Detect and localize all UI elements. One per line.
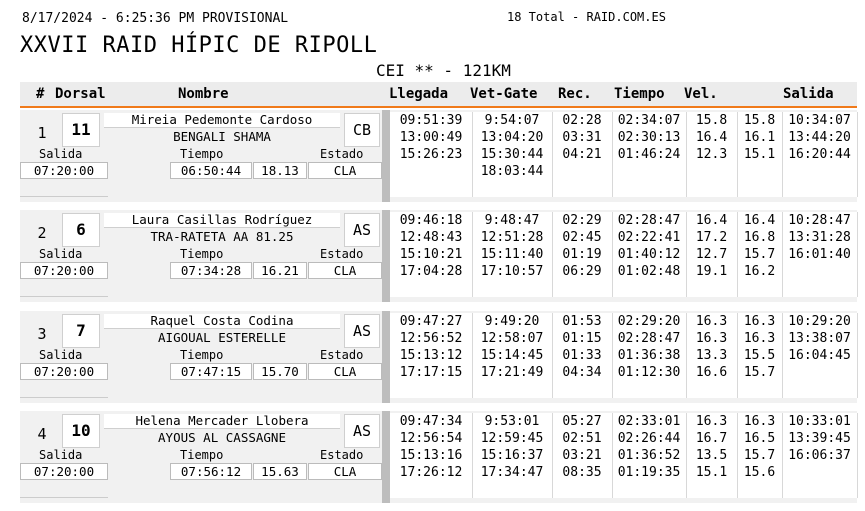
lap-cell: 13:31:28 (782, 229, 858, 246)
lap-cell: 16.3 (737, 413, 783, 430)
salida-label: Salida (39, 147, 83, 161)
lap-cell: 01:40:12 (612, 246, 687, 263)
lap-row (390, 280, 857, 297)
lap-cell: 02:45 (552, 229, 613, 246)
rider-summary (20, 110, 382, 206)
rank: 1 (37, 124, 47, 142)
category-badge: AS (344, 314, 380, 348)
lap-row (390, 330, 857, 347)
horse-name: AIGOUAL ESTERELLE (158, 330, 286, 345)
lap-cell: 02:28:47 (612, 330, 687, 347)
lap-cell (472, 280, 553, 297)
total-time: 07:34:28 (170, 262, 252, 279)
total-count-line: 18 Total - RAID.COM.ES (507, 10, 666, 24)
lap-cell: 04:21 (552, 146, 613, 163)
lap-row (390, 212, 857, 229)
lap-cell: 12.3 (686, 146, 738, 163)
lap-cell (552, 481, 613, 498)
estado-label: Estado (320, 448, 364, 462)
lap-cell: 16.3 (737, 330, 783, 347)
lap-cell (782, 381, 858, 398)
column-separator (382, 110, 390, 206)
lap-cell: 15.1 (686, 464, 738, 481)
column-header-bar (20, 82, 857, 108)
horse-name: AYOUS AL CASSAGNE (158, 430, 286, 445)
lap-cell: 12.7 (686, 246, 738, 263)
lap-cell: 15.5 (737, 347, 783, 364)
tiempo-label: Tiempo (180, 448, 224, 462)
start-time: 07:20:00 (20, 262, 108, 279)
lap-cell (390, 163, 473, 180)
lap-cell: 16.6 (686, 364, 738, 381)
lap-row (390, 229, 857, 246)
rank: 3 (37, 325, 47, 343)
lap-cell: 16.3 (737, 313, 783, 330)
rider-block (20, 311, 857, 407)
lap-cell: 03:31 (552, 129, 613, 146)
lap-cell: 17:34:47 (472, 464, 553, 481)
rider-summary (20, 210, 382, 306)
lap-cell: 02:26:44 (612, 430, 687, 447)
total-time: 07:47:15 (170, 363, 252, 380)
lap-cell: 10:28:47 (782, 212, 858, 229)
estado-label: Estado (320, 147, 364, 161)
lap-cell: 02:22:41 (612, 229, 687, 246)
lap-cell: 02:29:20 (612, 313, 687, 330)
column-separator (382, 210, 390, 306)
lap-cell (390, 481, 473, 498)
lap-cell: 04:34 (552, 364, 613, 381)
lap-cell: 15.7 (737, 447, 783, 464)
rank: 2 (37, 224, 47, 242)
lap-cell (612, 280, 687, 297)
lap-cell: 12:48:43 (390, 229, 473, 246)
lap-cell: 01:15 (552, 330, 613, 347)
lap-cell: 15:13:12 (390, 347, 473, 364)
lap-cell: 16.3 (686, 313, 738, 330)
lap-cell: 10:34:07 (782, 112, 858, 129)
lap-cell: 15:14:45 (472, 347, 553, 364)
tiempo-label: Tiempo (180, 147, 224, 161)
rider-summary (20, 311, 382, 407)
lap-cell: 13:00:49 (390, 129, 473, 146)
col-dorsal: Dorsal (55, 86, 106, 102)
lap-cell: 02:29 (552, 212, 613, 229)
salida-label: Salida (39, 448, 83, 462)
col-vel: Vel. (684, 86, 718, 102)
col-rank: # (36, 86, 45, 102)
lap-cell: 16.4 (737, 212, 783, 229)
lap-cell: 12:56:54 (390, 430, 473, 447)
lap-cell: 16.4 (686, 129, 738, 146)
lap-cell: 18:03:44 (472, 163, 553, 180)
rider-name: Helena Mercader Llobera (104, 414, 340, 429)
lap-cell: 16.2 (737, 263, 783, 280)
salida-label: Salida (39, 247, 83, 261)
lap-cell: 13:04:20 (472, 129, 553, 146)
rider-name: Mireia Pedemonte Cardoso (104, 113, 340, 128)
lap-cell: 02:51 (552, 430, 613, 447)
total-time: 07:56:12 (170, 463, 252, 480)
rider-block (20, 411, 857, 507)
lap-cell: 09:47:27 (390, 313, 473, 330)
lap-cell: 15.1 (737, 146, 783, 163)
rider-summary (20, 411, 382, 507)
lap-cell (686, 481, 738, 498)
col-rec: Rec. (558, 86, 592, 102)
lap-cell (612, 381, 687, 398)
lap-table (390, 411, 857, 507)
lap-cell: 17:04:28 (390, 263, 473, 280)
lap-cell: 01:46:24 (612, 146, 687, 163)
lap-cell: 16:04:45 (782, 347, 858, 364)
lap-row (390, 447, 857, 464)
lap-cell (390, 381, 473, 398)
lap-row (390, 413, 857, 430)
lap-cell: 15.8 (686, 112, 738, 129)
start-time: 07:20:00 (20, 463, 108, 480)
lap-row (390, 481, 857, 498)
lap-cell (472, 381, 553, 398)
lap-cell: 01:36:38 (612, 347, 687, 364)
block-spacer (20, 302, 857, 306)
lap-cell: 15.7 (737, 364, 783, 381)
lap-row (390, 381, 857, 398)
estado-label: Estado (320, 247, 364, 261)
lap-cell (782, 364, 858, 381)
lap-cell: 15:16:37 (472, 447, 553, 464)
rider-block (20, 210, 857, 306)
lap-cell: 12:51:28 (472, 229, 553, 246)
horse-name: BENGALI SHAMA (173, 129, 271, 144)
lap-row (390, 129, 857, 146)
lap-cell (472, 481, 553, 498)
lap-cell: 16.5 (737, 430, 783, 447)
lap-cell: 16:01:40 (782, 246, 858, 263)
start-time: 07:20:00 (20, 162, 108, 179)
lap-cell (737, 180, 783, 197)
lap-cell: 16.8 (737, 229, 783, 246)
divider (20, 180, 108, 197)
lap-cell: 02:28:47 (612, 212, 687, 229)
lap-row (390, 112, 857, 129)
lap-cell: 15:26:23 (390, 146, 473, 163)
lap-cell: 17:17:15 (390, 364, 473, 381)
lap-cell: 16.3 (686, 330, 738, 347)
lap-cell: 12:58:07 (472, 330, 553, 347)
dorsal-number: 6 (62, 213, 100, 247)
lap-cell: 19.1 (686, 263, 738, 280)
lap-cell: 12:59:45 (472, 430, 553, 447)
lap-row (390, 146, 857, 163)
lap-row (390, 163, 857, 180)
col-name: Nombre (178, 86, 229, 102)
lap-cell: 01:02:48 (612, 263, 687, 280)
report-timestamp: 8/17/2024 - 6:25:36 PM PROVISIONAL (22, 11, 289, 26)
lap-cell: 9:48:47 (472, 212, 553, 229)
lap-table (390, 110, 857, 206)
lap-cell: 09:46:18 (390, 212, 473, 229)
estado-label: Estado (320, 348, 364, 362)
divider (20, 280, 108, 297)
lap-cell (782, 481, 858, 498)
event-category: CEI ** - 121KM (376, 61, 511, 80)
lap-cell: 10:33:01 (782, 413, 858, 430)
lap-cell: 17:10:57 (472, 263, 553, 280)
lap-cell: 15:10:21 (390, 246, 473, 263)
lap-cell: 13:38:07 (782, 330, 858, 347)
col-tiempo: Tiempo (614, 86, 665, 102)
lap-cell (390, 280, 473, 297)
rider-name: Raquel Costa Codina (104, 314, 340, 329)
lap-cell: 09:51:39 (390, 112, 473, 129)
lap-cell: 15:13:16 (390, 447, 473, 464)
lap-cell (612, 481, 687, 498)
col-salida: Salida (783, 86, 834, 102)
category-badge: CB (344, 113, 380, 147)
rider-block (20, 110, 857, 206)
lap-cell: 13.3 (686, 347, 738, 364)
lap-cell (686, 381, 738, 398)
lap-cell: 17:21:49 (472, 364, 553, 381)
lap-cell (552, 280, 613, 297)
lap-cell: 01:53 (552, 313, 613, 330)
rider-name: Laura Casillas Rodríguez (104, 213, 340, 228)
lap-row (390, 464, 857, 481)
lap-cell (686, 163, 738, 180)
avg-speed: 16.21 (253, 262, 307, 279)
lap-cell: 01:33 (552, 347, 613, 364)
lap-cell: 12:56:52 (390, 330, 473, 347)
lap-cell: 08:35 (552, 464, 613, 481)
lap-cell (737, 280, 783, 297)
lap-cell: 02:33:01 (612, 413, 687, 430)
lap-cell: 16:20:44 (782, 146, 858, 163)
lap-cell: 02:30:13 (612, 129, 687, 146)
block-spacer (20, 202, 857, 206)
lap-cell (782, 163, 858, 180)
total-time: 06:50:44 (170, 162, 252, 179)
lap-row (390, 180, 857, 197)
tiempo-label: Tiempo (180, 247, 224, 261)
lap-cell: 17:26:12 (390, 464, 473, 481)
lap-cell (782, 180, 858, 197)
lap-cell: 02:34:07 (612, 112, 687, 129)
lap-cell: 15.6 (737, 464, 783, 481)
lap-cell: 06:29 (552, 263, 613, 280)
lap-cell: 16.7 (686, 430, 738, 447)
lap-cell: 15:11:40 (472, 246, 553, 263)
rank: 4 (37, 425, 47, 443)
lap-cell (390, 180, 473, 197)
column-separator (382, 311, 390, 407)
lap-row (390, 263, 857, 280)
lap-cell: 9:54:07 (472, 112, 553, 129)
lap-cell (552, 163, 613, 180)
status: CLA (308, 463, 382, 480)
lap-row (390, 313, 857, 330)
lap-cell: 05:27 (552, 413, 613, 430)
lap-cell: 01:19:35 (612, 464, 687, 481)
avg-speed: 18.13 (253, 162, 307, 179)
col-vetgate: Vet-Gate (470, 86, 538, 102)
column-separator (382, 411, 390, 507)
col-llegada: Llegada (389, 86, 449, 102)
lap-cell: 16.1 (737, 129, 783, 146)
lap-table (390, 210, 857, 306)
category-badge: AS (344, 213, 380, 247)
lap-cell (472, 180, 553, 197)
status: CLA (308, 262, 382, 279)
lap-cell: 15:30:44 (472, 146, 553, 163)
lap-cell: 16.3 (686, 413, 738, 430)
lap-cell: 15.8 (737, 112, 783, 129)
lap-cell (612, 163, 687, 180)
lap-cell: 13:44:20 (782, 129, 858, 146)
lap-cell (612, 180, 687, 197)
lap-cell (782, 280, 858, 297)
lap-cell: 03:21 (552, 447, 613, 464)
lap-cell: 9:49:20 (472, 313, 553, 330)
lap-cell: 17.2 (686, 229, 738, 246)
lap-cell (737, 381, 783, 398)
lap-cell: 13.5 (686, 447, 738, 464)
block-spacer (20, 403, 857, 407)
lap-cell (737, 163, 783, 180)
lap-row (390, 246, 857, 263)
divider (20, 481, 108, 498)
lap-cell (686, 280, 738, 297)
lap-cell: 16:06:37 (782, 447, 858, 464)
block-spacer (20, 503, 857, 507)
lap-cell: 01:12:30 (612, 364, 687, 381)
lap-cell: 13:39:45 (782, 430, 858, 447)
salida-label: Salida (39, 348, 83, 362)
start-time: 07:20:00 (20, 363, 108, 380)
lap-cell (782, 464, 858, 481)
lap-row (390, 430, 857, 447)
status: CLA (308, 162, 382, 179)
lap-cell: 10:29:20 (782, 313, 858, 330)
lap-row (390, 364, 857, 381)
horse-name: TRA-RATETA AA 81.25 (150, 229, 294, 244)
dorsal-number: 10 (62, 414, 100, 448)
lap-cell: 01:19 (552, 246, 613, 263)
avg-speed: 15.63 (253, 463, 307, 480)
lap-cell: 16.4 (686, 212, 738, 229)
lap-cell: 09:47:34 (390, 413, 473, 430)
divider (20, 381, 108, 398)
lap-cell: 01:36:52 (612, 447, 687, 464)
dorsal-number: 7 (62, 314, 100, 348)
lap-cell (782, 263, 858, 280)
lap-cell: 15.7 (737, 246, 783, 263)
lap-cell (552, 381, 613, 398)
lap-cell: 9:53:01 (472, 413, 553, 430)
category-badge: AS (344, 414, 380, 448)
avg-speed: 15.70 (253, 363, 307, 380)
event-title: XXVII RAID HÍPIC DE RIPOLL (20, 33, 378, 58)
lap-cell (737, 481, 783, 498)
tiempo-label: Tiempo (180, 348, 224, 362)
lap-row (390, 347, 857, 364)
lap-cell (552, 180, 613, 197)
status: CLA (308, 363, 382, 380)
lap-cell: 02:28 (552, 112, 613, 129)
lap-cell (686, 180, 738, 197)
dorsal-number: 11 (62, 113, 100, 147)
lap-table (390, 311, 857, 407)
